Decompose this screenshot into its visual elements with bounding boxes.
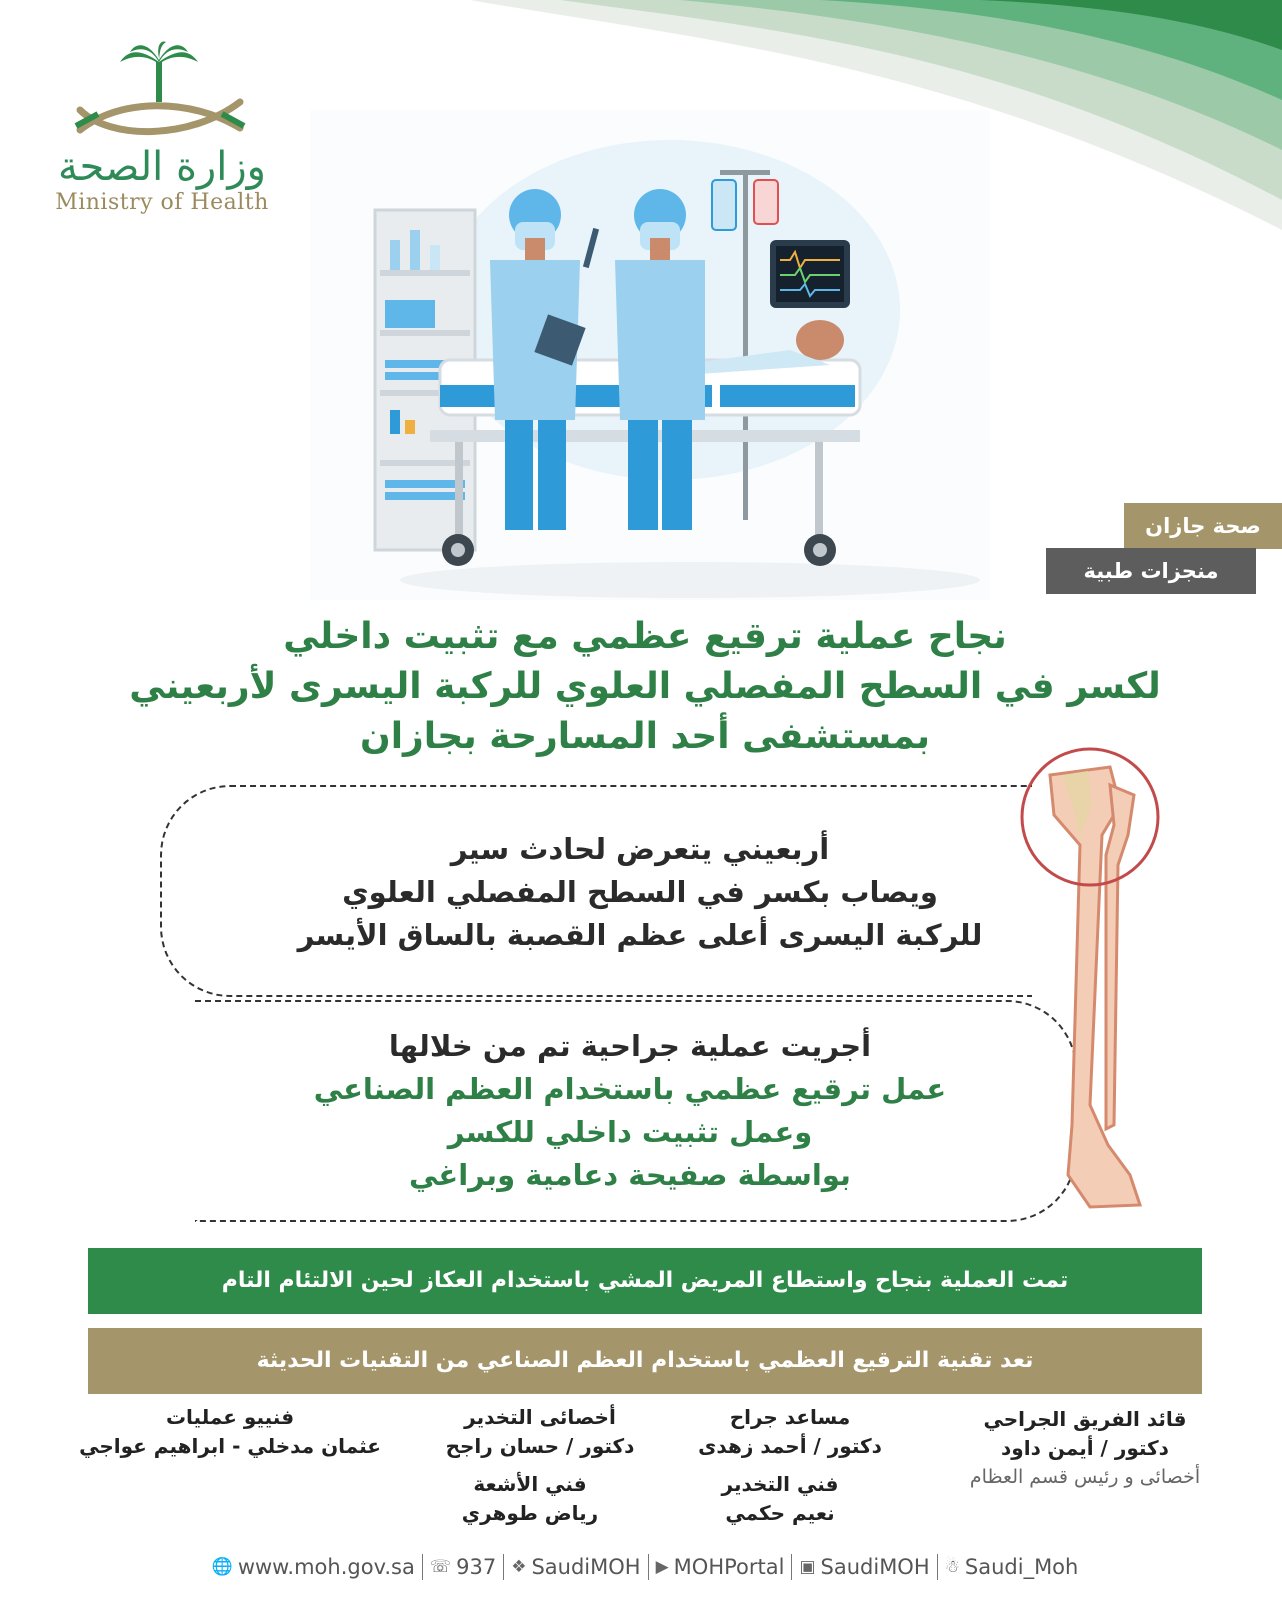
team-leader-name: دكتور / أيمن داود xyxy=(1001,1436,1169,1460)
snapchat-icon: ☃ xyxy=(944,1557,960,1577)
team-radiology-tech-name: رياض طوهري xyxy=(461,1501,599,1525)
twitter-icon: ❖ xyxy=(511,1557,527,1577)
footer-facebook[interactable] xyxy=(792,1555,936,1579)
footer-phone[interactable] xyxy=(423,1555,503,1579)
team-operations-techs xyxy=(45,1403,415,1461)
team-leader-role: قائد الفريق الجراحي xyxy=(983,1407,1187,1431)
procedure-description xyxy=(200,1025,1060,1197)
footer-youtube-text: MOHPortal xyxy=(673,1555,785,1579)
headline-line-2: لكسر في السطح المفصلي العلوي للركبة اليسرى لأربعيني xyxy=(129,666,1161,707)
team-operations-techs-role: فنييو عمليات xyxy=(165,1405,295,1429)
footer-website-text: www.moh.gov.sa xyxy=(237,1555,415,1579)
team-assistant-role: مساعد جراح xyxy=(729,1405,851,1429)
operating-room-illustration xyxy=(310,110,990,610)
phone-icon: ☏ xyxy=(429,1557,452,1577)
team-anesthesia-specialist-name: دكتور / حسان راجح xyxy=(445,1434,635,1458)
team-anesthesia-specialist xyxy=(430,1403,650,1461)
region-tag: صحة جازان xyxy=(1124,503,1282,549)
team-anesthesia-specialist-role: أخصائى التخدير xyxy=(464,1405,616,1429)
procedure-line-3: وعمل تثبيت داخلي للكسر xyxy=(447,1115,813,1149)
case-line-1: أربعيني يتعرض لحادث سير xyxy=(450,832,830,866)
footer-facebook-text: SaudiMOH xyxy=(820,1555,930,1579)
footer-snapchat-text: Saudi_Moh xyxy=(964,1555,1079,1579)
logo-arabic-text: وزارة الصحة xyxy=(58,144,266,190)
headline-line-3: بمستشفى أحد المسارحة بجازان xyxy=(359,716,931,757)
tibia-bone-icon xyxy=(1010,745,1180,1225)
headline-line-1: نجاح عملية ترقيع عظمي مع تثبيت داخلي xyxy=(283,616,1007,657)
procedure-line-4: بواسطة صفيحة دعامية وبراغي xyxy=(409,1158,851,1192)
headline xyxy=(60,612,1230,762)
logo-english-text: Ministry of Health xyxy=(55,190,269,215)
footer-youtube[interactable] xyxy=(649,1555,792,1579)
footer-snapchat[interactable] xyxy=(938,1555,1086,1579)
footer-twitter-text: SaudiMOH xyxy=(531,1555,641,1579)
team-assistant xyxy=(670,1403,910,1461)
team-radiology-tech xyxy=(430,1470,630,1528)
palm-swords-emblem-icon xyxy=(40,40,280,150)
team-leader-title: أخصائى و رئيس قسم العظام xyxy=(969,1466,1201,1488)
team-operations-techs-name: عثمان مدخلي - ابراهيم عواجي xyxy=(79,1434,381,1458)
footer-contact-bar xyxy=(170,1550,1120,1584)
team-assistant-name: دكتور / أحمد زهدى xyxy=(698,1434,882,1458)
team-leader xyxy=(935,1405,1235,1492)
procedure-line-2: عمل ترقيع عظمي باستخدام العظم الصناعي xyxy=(313,1072,947,1106)
category-tag: منجزات طبية xyxy=(1046,548,1256,594)
team-radiology-tech-role: فني الأشعة xyxy=(473,1472,587,1496)
technique-banner: تعد تقنية الترقيع العظمي باستخدام العظم الصناعي من التقنيات الحديثة xyxy=(88,1328,1202,1394)
outcome-banner: تمت العملية بنجاح واستطاع المريض المشي باستخدام العكاز لحين الالتئام التام xyxy=(88,1248,1202,1314)
heart-monitor-icon xyxy=(770,240,850,308)
youtube-icon: ▶ xyxy=(655,1557,669,1577)
team-anesthesia-tech-name: نعيم حكمي xyxy=(725,1501,835,1525)
ministry-logo xyxy=(40,40,280,230)
footer-phone-text: 937 xyxy=(456,1555,497,1579)
team-anesthesia-tech xyxy=(680,1470,880,1528)
footer-website[interactable] xyxy=(205,1555,422,1579)
case-description xyxy=(200,828,1080,957)
footer-twitter[interactable] xyxy=(504,1555,647,1579)
procedure-line-1: أجريت عملية جراحية تم من خلالها xyxy=(388,1029,872,1063)
case-line-3: للركبة اليسرى أعلى عظم القصبة بالساق الأيسر xyxy=(297,918,983,952)
team-anesthesia-tech-role: فني التخدير xyxy=(721,1472,839,1496)
case-line-2: ويصاب بكسر في السطح المفصلي العلوي xyxy=(342,875,938,909)
facebook-icon: ▣ xyxy=(799,1557,816,1577)
globe-icon: 🌐 xyxy=(211,1557,233,1577)
